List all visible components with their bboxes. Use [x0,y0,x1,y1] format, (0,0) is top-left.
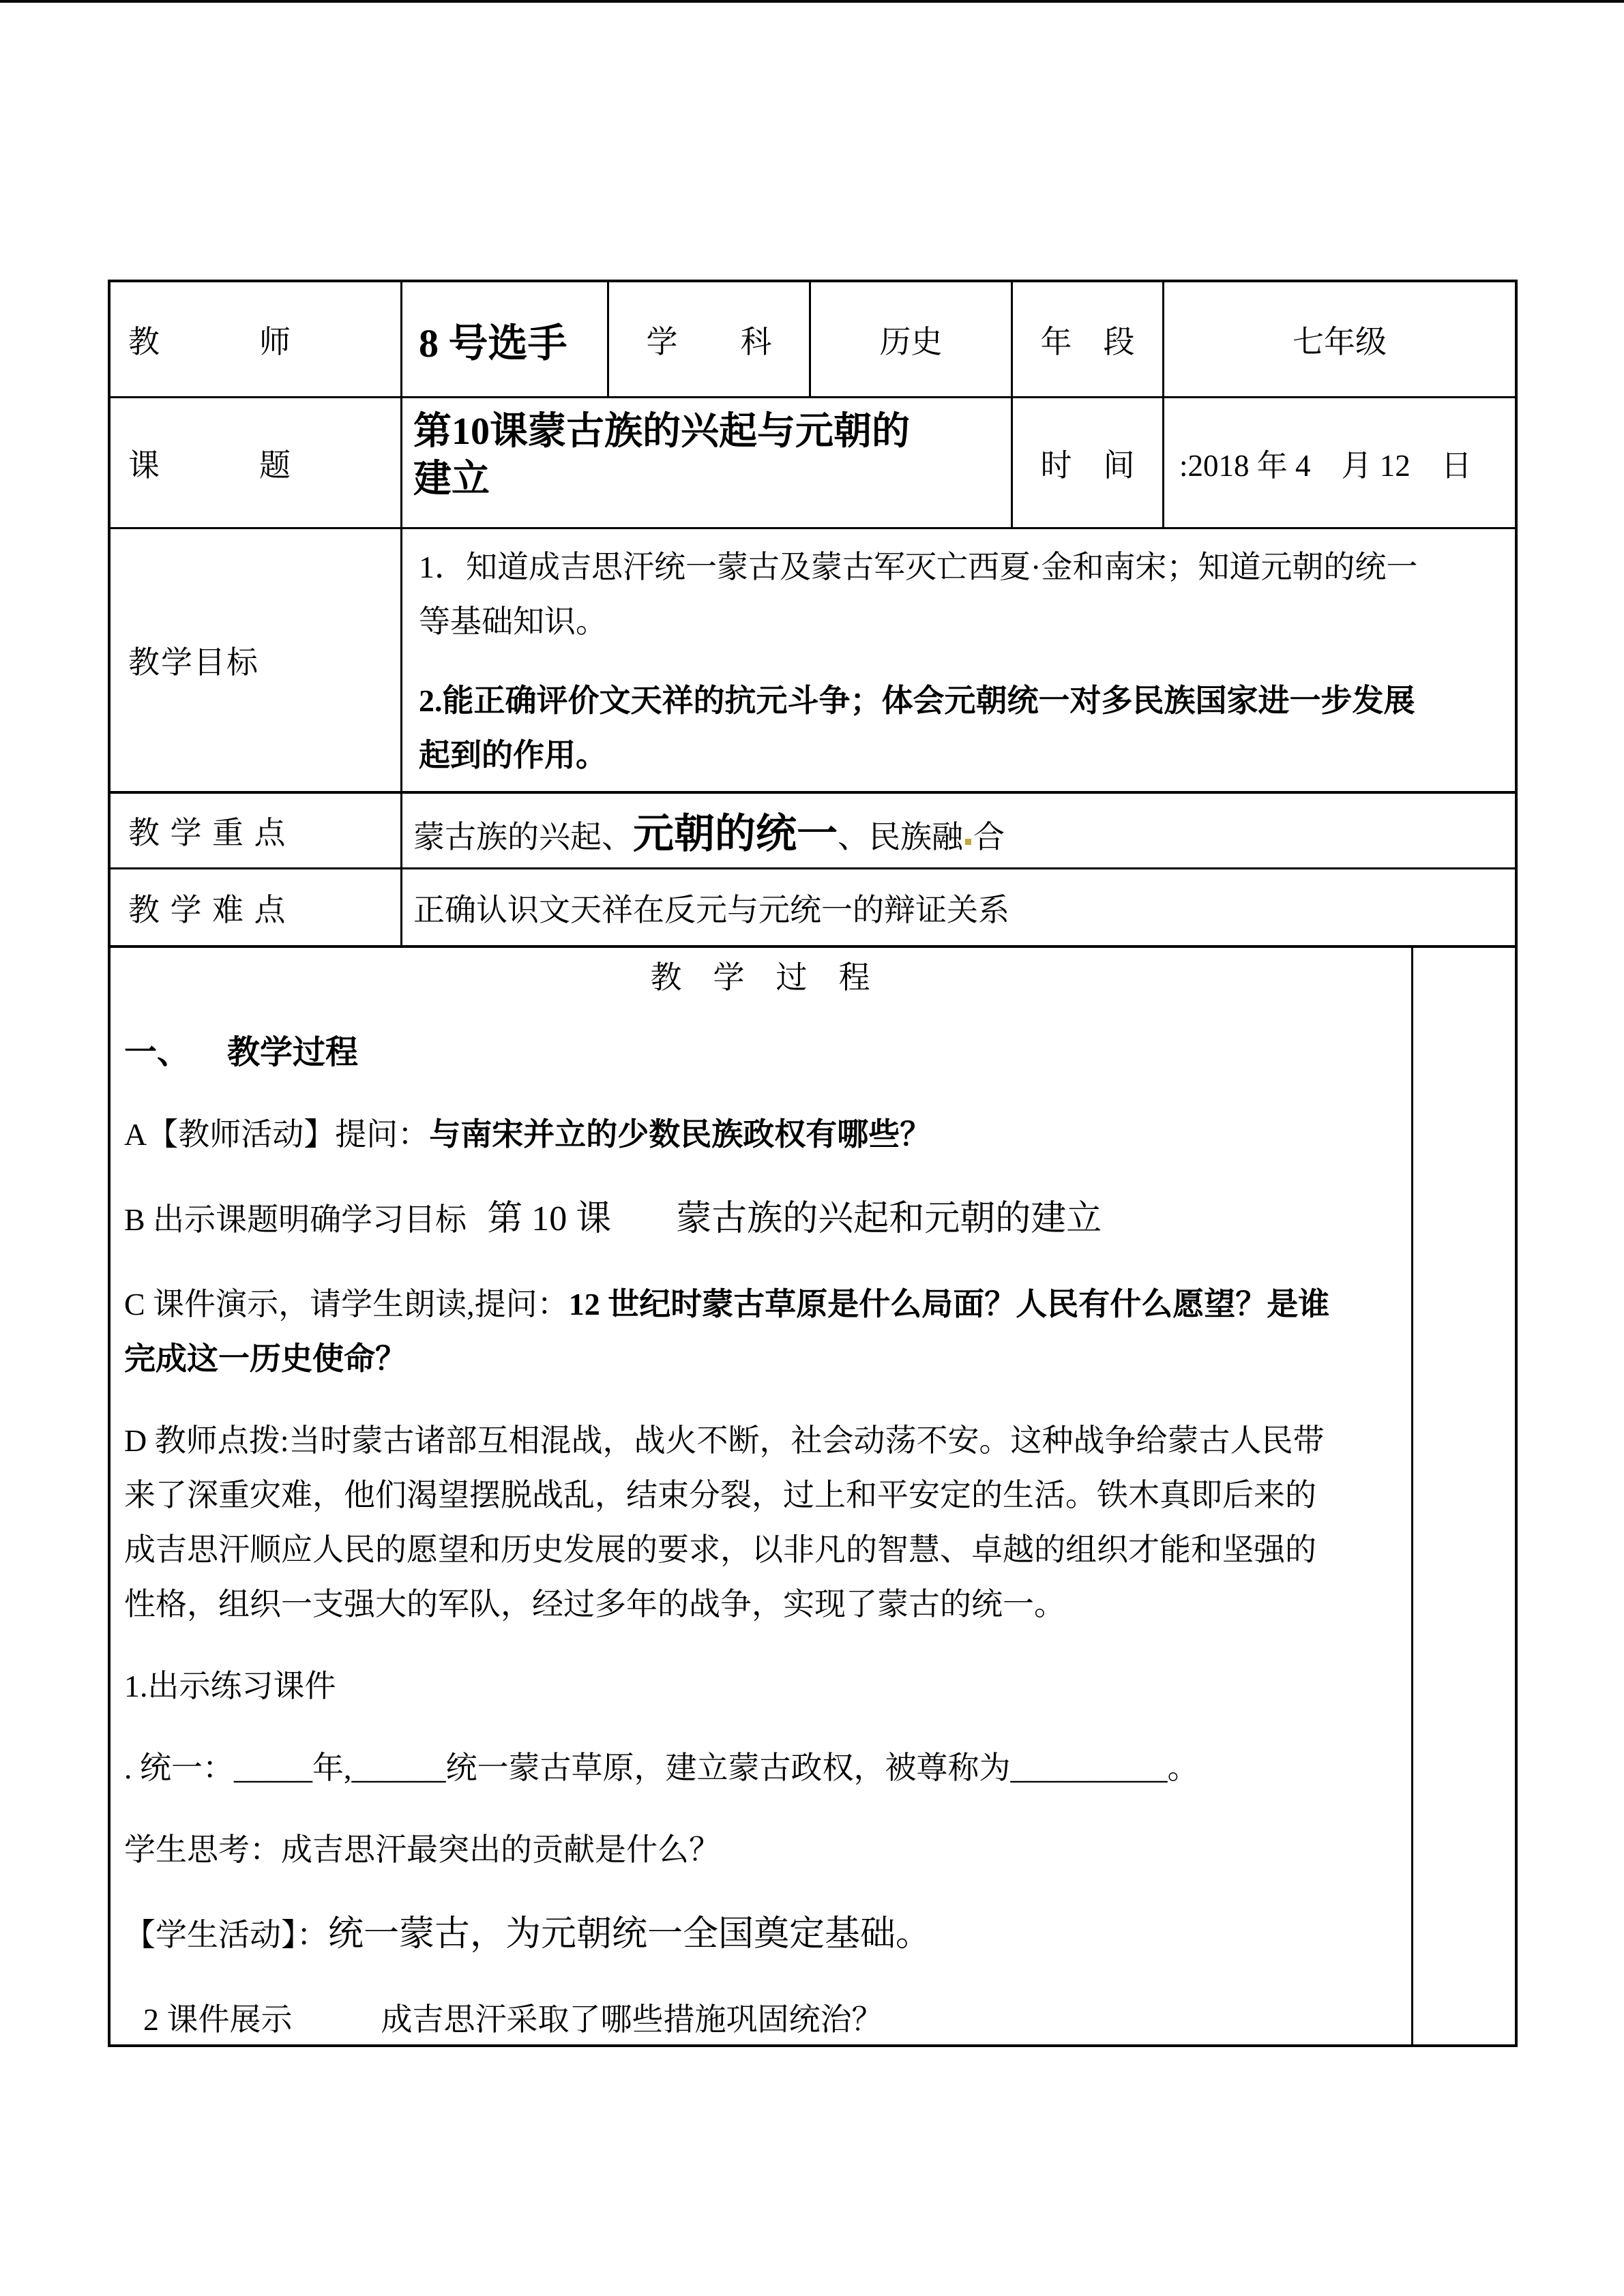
objective-item-2: 2.能正确评价文天祥的抗元斗争；体会元朝统一对多民族国家进一步发展起到的作用。 [419,683,1415,773]
key-points-emphasis: 元朝的统一 [633,811,838,856]
table-row-key-points [110,791,1515,867]
paragraph-b-lesson-number: 第 10 课 [487,1199,612,1238]
paragraph-c-question: 12 世纪时蒙古草原是什么局面？人民有什么愿望？是谁完成这一历史使命？ [124,1287,1330,1376]
student-think-line: 学生思考：成吉思汗最突出的贡献是什么？ [124,1832,720,1867]
student-activity-answer: 统一蒙古，为元朝统一全国奠定基础。 [328,1915,932,1954]
paragraph-b-prefix: B 出示课题明确学习目标 [124,1202,467,1237]
teacher-value-cell [400,282,607,396]
teacher-value: 8 号选手 [419,320,567,366]
exercise-2-prefix: 2 课件展示 [143,2002,293,2037]
subject-label: 学 科 [646,324,772,359]
difficulties-content-cell [400,869,1515,945]
paragraph-b-lesson-title: 蒙古族的兴起和元朝的建立 [676,1199,1102,1238]
key-points-content-cell [400,794,1515,867]
exercise-2-line [124,1993,1354,2047]
key-points-label-cell [110,794,400,867]
process-content-cell [110,948,1411,2044]
section-number: 一、 [124,1034,190,1071]
time-value: :2018 年 4 月 12 日 [1179,449,1472,483]
subject-label-cell [607,282,809,396]
difficulties-label: 教 学 难 点 [128,892,287,927]
paragraph-a [124,1107,1335,1162]
subject-value: 历史 [879,324,943,359]
process-side-note-column [1411,948,1515,2044]
key-points-part3: 、民族融 [838,820,963,854]
topic-value-cell [400,398,1011,527]
key-points-part1: 蒙古族的兴起、 [413,820,633,854]
paragraph-a-prefix: A【教师活动】提问： [124,1117,430,1152]
process-section-heading [124,1026,1335,1080]
key-points-label: 教 学 重 点 [128,816,287,850]
table-row-process [110,945,1515,2044]
grade-label-cell [1011,282,1162,396]
exercise-1-line: 1.出示练习课件 [124,1669,336,1703]
topic-label-cell [110,398,400,527]
grade-value-cell [1162,282,1515,396]
teacher-label: 教 师 [128,324,292,359]
grade-value: 七年级 [1293,324,1387,359]
fill-blank-line: . 统一：_____年,______统一蒙古草原，建立蒙古政权，被尊称为__________。 [124,1750,1199,1785]
topic-label: 课 题 [128,447,292,483]
difficulties-label-cell [110,869,400,945]
subject-value-cell [809,282,1011,396]
objectives-content-cell [400,529,1515,791]
table-row-objectives [110,527,1515,791]
student-activity-line [124,1905,1335,1965]
paragraph-d: D 教师点拨:当时蒙古诸部互相混战，战火不断，社会动荡不安。这种战争给蒙古人民带来了深重灾难，他们渴望摆脱战乱，结束分裂，过上和平安定的生活。铁木真即后来的成吉思汗顺应人民的愿望和历史发展的要求，以非凡的智慧、卓越的组织才能和坚强的性格，组织一支强大的军队，经过多年的战争，实现了蒙古的统一。 [124,1423,1325,1622]
difficulties-text: 正确认识文天祥在反元与元统一的辩证关系 [413,892,1009,927]
table-row-difficulties [110,867,1515,945]
student-activity-prefix: 【学生活动】： [124,1918,328,1952]
time-value-cell [1162,398,1515,527]
objectives-label-cell [110,529,400,791]
section-title: 教学过程 [227,1034,359,1071]
yellow-mark-dot [965,839,971,845]
exercise-2-question: 成吉思汗采取了哪些措施巩固统治？ [381,2002,883,2037]
time-label: 时 间 [1040,447,1135,483]
paragraph-c [124,1277,1335,1386]
process-header: 教 学 过 程 [650,960,870,995]
paragraph-b [124,1189,1335,1250]
time-label-cell [1011,398,1162,527]
paragraph-c-prefix: C 课件演示，请学生朗读,提问： [124,1287,569,1322]
objective-item-1: 1．知道成吉思汗统一蒙古及蒙古军灭亡西夏·金和南宋；知道元朝的统一等基础知识。 [419,550,1418,639]
teacher-label-cell [110,282,400,396]
topic-title: 第10课蒙古族的兴起与元朝的建立 [413,411,910,501]
table-row-topic [110,396,1515,527]
key-points-text [413,801,1005,860]
grade-label: 年 段 [1040,324,1135,359]
lesson-plan-table [108,280,1518,2047]
table-row-header-info [110,282,1515,396]
screenshot-top-edge-line [0,0,1624,3]
key-points-part4: 合 [973,820,1005,854]
objectives-label: 教学目标 [128,645,259,680]
paragraph-a-question: 与南宋并立的少数民族政权有哪些？ [429,1117,932,1152]
